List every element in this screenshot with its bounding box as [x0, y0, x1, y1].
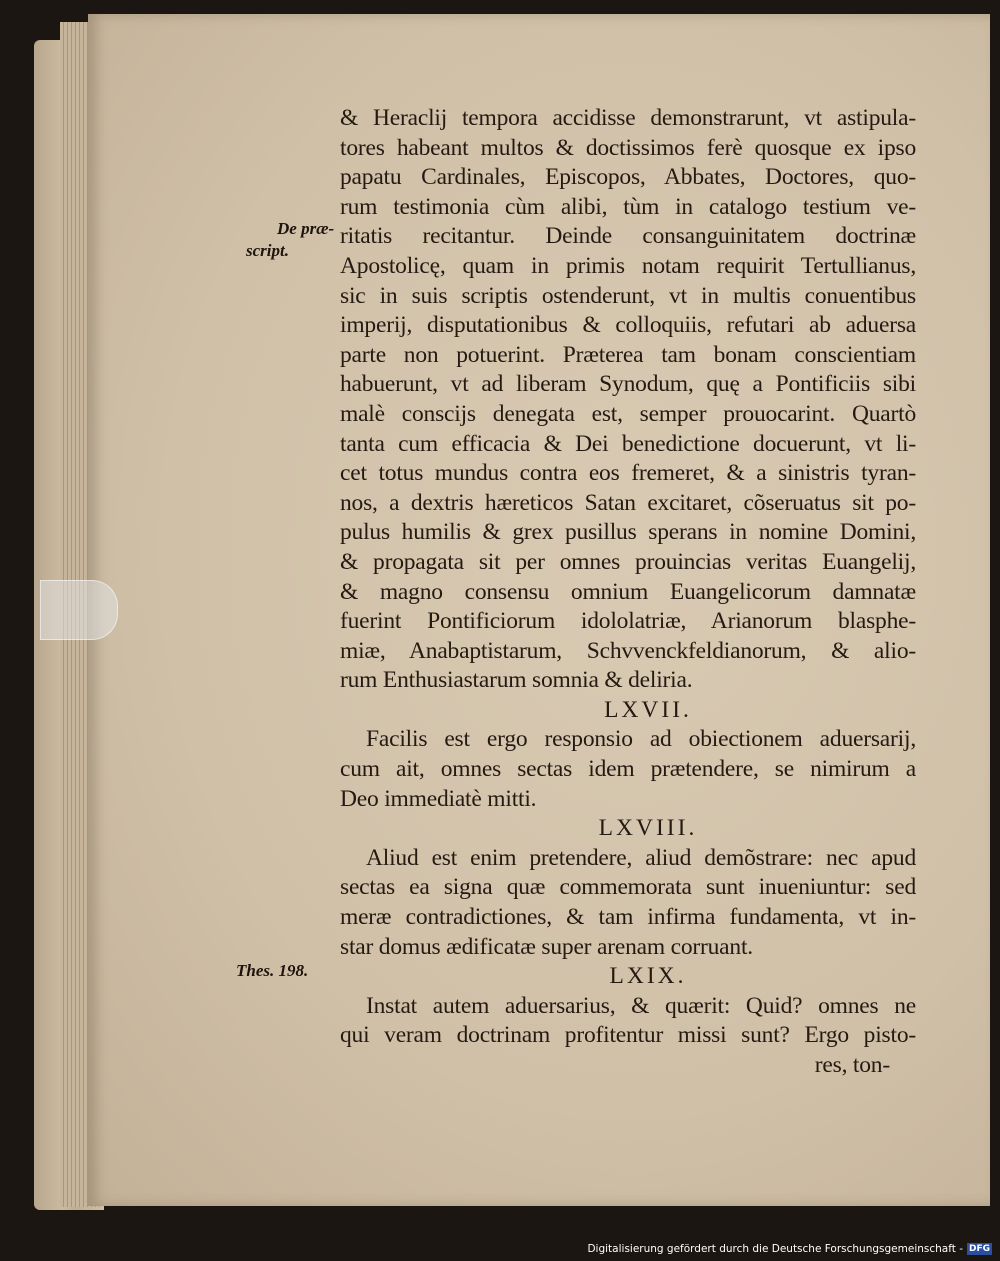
- text-line: & propagata sit per omnes prouincias veritas Euangelij,: [340, 548, 916, 575]
- text-line: cum ait, omnes sectas idem prætendere, se nimirum a: [340, 756, 916, 783]
- text-line: papatu Cardinales, Episcopos, Abbates, Doctores, quo-: [340, 164, 916, 191]
- text-line: sic in suis scriptis ostenderunt, vt in multis conuentibus: [340, 282, 916, 309]
- text-line: cet totus mundus contra eos fremeret, & a sinistris tyran-: [340, 460, 916, 487]
- text-line: Aliud est enim pretendere, aliud demõstrare: nec apud: [366, 844, 916, 871]
- text-line: sectas ea signa quæ commemorata sunt inueniuntur: sed: [340, 874, 916, 901]
- margin-note: Thes. 198.: [236, 961, 309, 980]
- text-line: tores habeant multos & doctissimos ferè quosque ex ipso: [340, 134, 916, 161]
- text-line: pulus humilis & grex pusillus sperans in nomine Domini,: [340, 519, 916, 546]
- margin-note: De præ-: [277, 219, 335, 238]
- text-line: Deo immediatè mitti.: [340, 785, 537, 812]
- page-body: [340, 104, 916, 1081]
- footer-text: Digitalisierung gefördert durch die Deutsche Forschungsgemeinschaft -: [587, 1243, 963, 1255]
- text-line: qui veram doctrinam profitentur missi sunt? Ergo pisto-: [340, 1022, 916, 1049]
- text-line: meræ contradictiones, & tam infirma fundamenta, vt in-: [340, 904, 916, 931]
- section-heading: LXVII.: [604, 696, 692, 723]
- page-clip: [40, 580, 118, 640]
- text-line: star domus ædificatæ super arenam corruant.: [340, 933, 753, 960]
- text-line: rum Enthusiastarum somnia & deliria.: [340, 667, 693, 694]
- text-line: & Heraclij tempora accidisse demonstrarunt, vt astipula-: [340, 105, 916, 131]
- text-line: & magno consensu omnium Euangelicorum damnatæ: [340, 578, 916, 605]
- text-line: nos, a dextris hæreticos Satan excitaret, cõseruatus sit po-: [340, 489, 916, 516]
- text-line: fuerint Pontificiorum idololatriæ, Arianorum blasphe-: [340, 608, 916, 635]
- text-line: Instat autem aduersarius, & quærit: Quid? omnes ne: [366, 992, 916, 1019]
- catchword: res, ton-: [814, 1052, 890, 1078]
- text-line: ritatis recitantur. Deinde consanguinitatem doctrinæ: [340, 223, 916, 250]
- section-heading: LXIX.: [609, 963, 687, 990]
- dfg-logo: DFG: [968, 1244, 990, 1254]
- text-line: miæ, Anabaptistarum, Schvvenckfeldianorum, & alio-: [340, 637, 916, 664]
- text-line: parte non potuerint. Præterea tam bonam conscientiam: [340, 341, 916, 368]
- section-heading: LXVIII.: [598, 815, 698, 842]
- footer-credit: [587, 1243, 992, 1255]
- text-line: rum testimonia cùm alibi, tùm in catalogo testium ve-: [340, 193, 916, 220]
- text-line: malè conscijs denegata est, semper prouocarint. Quartò: [340, 400, 916, 427]
- text-line: Apostolicę, quam in primis notam requirit Tertullianus,: [340, 252, 916, 279]
- text-line: imperij, disputationibus & colloquiis, refutari ab aduersa: [340, 312, 916, 339]
- text-line: tanta cum efficacia & Dei benedictione docuerunt, vt li-: [340, 430, 916, 457]
- margin-note: script.: [246, 241, 289, 260]
- text-line: Facilis est ergo responsio ad obiectionem aduersarij,: [366, 726, 916, 753]
- text-line: habuerunt, vt ad liberam Synodum, quę a Pontificiis sibi: [340, 371, 916, 398]
